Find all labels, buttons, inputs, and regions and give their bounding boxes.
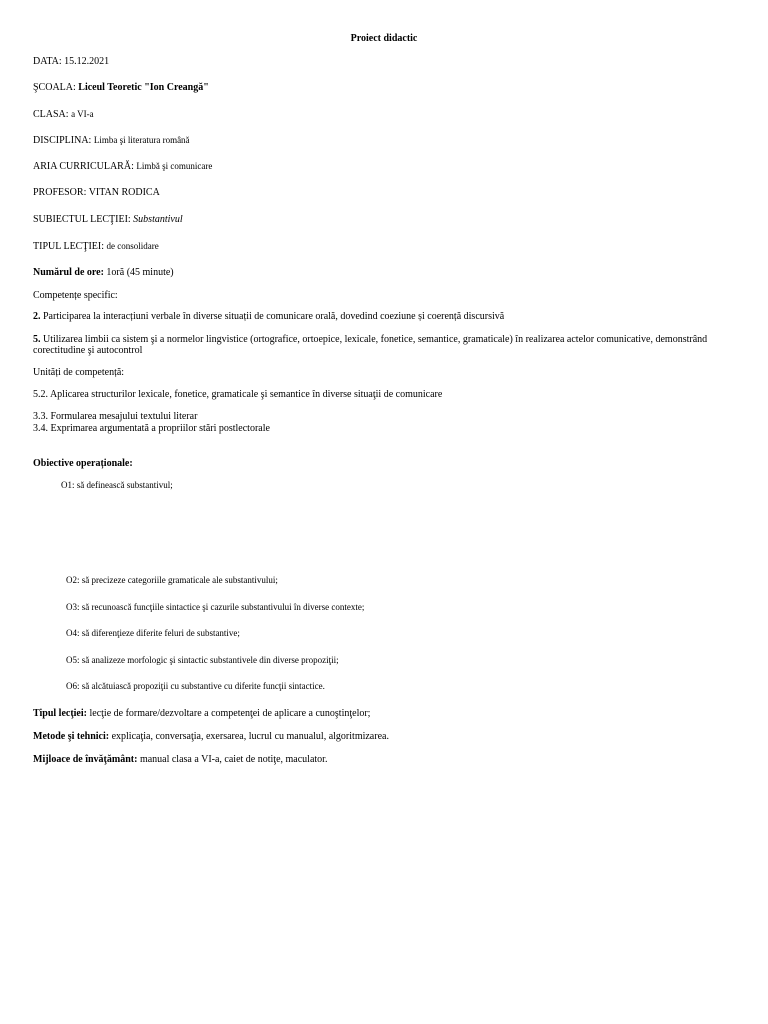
disciplina-label: DISCIPLINA: xyxy=(33,135,92,146)
competenta-2 xyxy=(33,312,504,322)
objective-o2: O2: să precizeze categoriile gramaticale ale substantivului; xyxy=(66,575,278,585)
competenta-5 xyxy=(33,334,723,356)
metode-line xyxy=(33,732,389,742)
unitate-3-4: 3.4. Exprimarea argumentată a propriilor stări postlectorale xyxy=(33,423,270,434)
mijloace-label: Mijloace de învăţământ: xyxy=(33,754,138,765)
tipul-value: de consolidare xyxy=(106,241,159,251)
aria-line xyxy=(33,162,212,172)
objective-o3: O3: să recunoască funcţiile sintactice şi cazurile substantivului în diverse contexte; xyxy=(66,602,365,612)
tipul-line xyxy=(33,242,159,252)
clasa-value: a VI-a xyxy=(71,109,94,119)
aria-label: ARIA CURRICULARĂ: xyxy=(33,161,134,172)
objective-o5: O5: să analizeze morfologic şi sintactic substantivele din diverse propoziţii; xyxy=(66,655,339,665)
data-value: 15.12.2021 xyxy=(64,56,110,67)
tipul-lectiei-value: lecţie de formare/dezvoltare a competenţei de aplicare a cunoştinţelor; xyxy=(89,708,371,719)
ore-line xyxy=(33,268,174,278)
tipul-lectiei-label: Tipul lecţiei: xyxy=(33,708,87,719)
unitate-5-2: 5.2. Aplicarea structurilor lexicale, fonetice, gramaticale şi semantice în diverse situaţii de comunicare xyxy=(33,389,443,400)
clasa-label: CLASA: xyxy=(33,109,69,120)
objective-o4: O4: să diferenţieze diferite feluri de substantive; xyxy=(66,628,240,638)
competenta-2-text: Participarea la interacțiuni verbale în diverse situații de comunicare orală, dovedind coeziune și coerență discursivă xyxy=(43,311,505,322)
clasa-line xyxy=(33,110,94,120)
competenta-5-number: 5. xyxy=(33,334,41,345)
profesor-label: PROFESOR: xyxy=(33,187,87,198)
subiect-value: Substantivul xyxy=(133,214,183,225)
aria-value: Limbă şi comunicare xyxy=(136,161,213,171)
scoala-line xyxy=(33,83,209,93)
metode-value: explicaţia, conversaţia, exersarea, lucrul cu manualul, algoritmizarea. xyxy=(111,731,389,742)
ore-value: 1oră (45 minute) xyxy=(106,267,174,278)
data-line xyxy=(33,57,109,67)
metode-label: Metode şi tehnici: xyxy=(33,731,110,742)
unitati-heading: Unități de competență: xyxy=(33,367,125,378)
profesor-line xyxy=(33,188,160,198)
ore-label: Numărul de ore: xyxy=(33,267,104,278)
unitate-3-3: 3.3. Formularea mesajului textului literar xyxy=(33,411,198,422)
mijloace-value: manual clasa a VI-a, caiet de notiţe, maculator. xyxy=(139,754,328,765)
obiective-heading: Obiective operaționale: xyxy=(33,458,133,469)
tipul-lectiei-line xyxy=(33,709,370,719)
competenta-2-number: 2. xyxy=(33,311,41,322)
disciplina-line xyxy=(33,136,190,146)
scoala-label: ŞCOALA: xyxy=(33,82,76,93)
subiect-line xyxy=(33,215,183,225)
mijloace-line xyxy=(33,755,327,765)
objective-o6: O6: să alcătuiască propoziţii cu substantive cu diferite funcţii sintactice. xyxy=(66,681,325,691)
competente-heading: Competențe specific: xyxy=(33,290,118,301)
scoala-value: Liceul Teoretic "Ion Creangă" xyxy=(78,82,209,93)
profesor-value: VITAN RODICA xyxy=(88,187,160,198)
data-label: DATA: xyxy=(33,56,62,67)
subiect-label: SUBIECTUL LECŢIEI: xyxy=(33,214,131,225)
objective-o1: O1: să definească substantivul; xyxy=(61,480,173,490)
disciplina-value: Limba şi literatura română xyxy=(93,135,190,145)
tipul-label: TIPUL LECŢIEI: xyxy=(33,241,105,252)
competenta-5-text: Utilizarea limbii ca sistem şi a normelor lingvistice (ortografice, ortoepice, lexicale, fonetice, semantice, gramaticale) în realizarea actelor comunicative, demonstrând corectitudine şi autocontrol xyxy=(33,334,708,356)
document-title: Proiect didactic xyxy=(350,33,418,44)
